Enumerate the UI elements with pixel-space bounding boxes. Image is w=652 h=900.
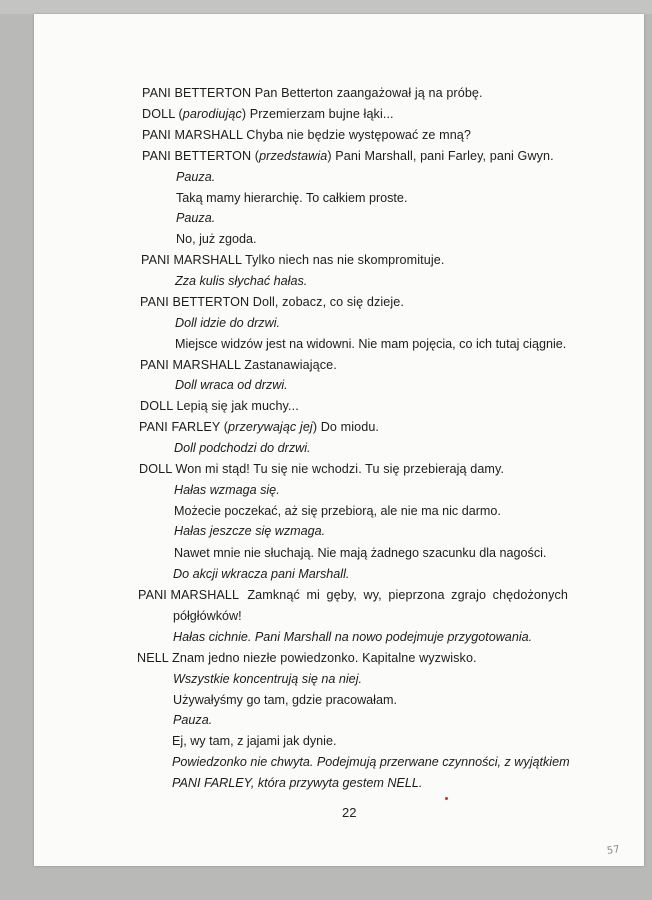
pencil-annotation: 57: [606, 844, 621, 857]
stage-direction: Do akcji wkracza pani Marshall.: [173, 567, 350, 581]
dialogue-text: Doll, zobacz, co się dzieje.: [252, 295, 404, 309]
dialogue-text: Tylko niech nas nie skompromituje.: [245, 253, 445, 267]
scanner-background: [0, 0, 652, 14]
dialogue-line: [139, 419, 379, 435]
stage-direction: Zza kulis słychać hałas.: [175, 274, 308, 288]
dialogue-text: ) Przemierzam bujne łąki...: [241, 107, 394, 121]
dialogue-line: [142, 127, 471, 143]
stage-direction: Pauza.: [176, 211, 216, 225]
stage-direction: Hałas cichnie. Pani Marshall na nowo podejmuje przygotowania.: [173, 630, 533, 644]
speaker-name: DOLL: [140, 399, 173, 413]
dialogue-text: Zastanawiające.: [244, 358, 337, 372]
dialogue-line: [141, 252, 444, 268]
dialogue-continuation: Używałyśmy go tam, gdzie pracowałam.: [173, 693, 397, 707]
dialogue-continuation: Taką mamy hierarchię. To całkiem proste.: [176, 191, 408, 205]
speaker-name: NELL: [137, 651, 169, 665]
stage-direction: Doll wraca od drzwi.: [175, 378, 288, 392]
stage-direction-inline: przerywając jej: [228, 420, 313, 434]
dialogue-text: Won mi stąd! Tu się nie wchodzi. Tu się przebierają damy.: [175, 462, 505, 476]
dialogue-line: [142, 148, 554, 164]
dialogue-text: ) Do miodu.: [312, 420, 380, 434]
speaker-name: PANI MARSHALL: [141, 253, 242, 267]
speaker-name: PANI MARSHALL: [142, 128, 243, 142]
dialogue-continuation: Miejsce widzów jest na widowni. Nie mam pojęcia, co ich tutaj ciągnie.: [175, 337, 567, 351]
stage-direction: Doll idzie do drzwi.: [175, 316, 280, 330]
dialogue-text: Lepią się jak muchy...: [176, 399, 299, 413]
dialogue-continuation: Ej, wy tam, z jajami jak dynie.: [172, 734, 337, 748]
speaker-name: PANI BETTERTON: [140, 295, 250, 309]
dialogue-text: Zamknąć mi gęby, wy, pieprzona zgrajo chędożonych: [247, 588, 568, 602]
stage-direction: Doll podchodzi do drzwi.: [174, 441, 311, 455]
paren-open: (: [223, 420, 229, 434]
stage-direction-inline: parodiując: [182, 107, 242, 121]
speaker-name: DOLL: [142, 107, 175, 121]
speaker-name: PANI FARLEY: [139, 420, 221, 434]
dialogue-continuation: Możecie poczekać, aż się przebiorą, ale nie ma nic darmo.: [174, 504, 501, 518]
dialogue-line: [140, 357, 337, 373]
stage-direction: PANI FARLEY, która przywyta gestem NELL.: [172, 776, 423, 790]
stage-direction-inline: przedstawia: [259, 149, 328, 163]
stage-direction: Powiedzonko nie chwyta. Podejmują przerwane czynności, z wyjątkiem: [172, 755, 570, 769]
dialogue-continuation: No, już zgoda.: [176, 232, 257, 246]
red-ink-dot: [445, 797, 448, 800]
paren-open: (: [254, 149, 260, 163]
dialogue-line: [140, 398, 299, 414]
dialogue-text: Pan Betterton zaangażował ją na próbę.: [254, 86, 483, 100]
dialogue-line: [142, 85, 483, 101]
dialogue-line: [139, 461, 504, 477]
dialogue-text: Znam jedno niezłe powiedzonko. Kapitalne wyzwisko.: [172, 651, 477, 665]
speaker-name: DOLL: [139, 462, 172, 476]
stage-direction: Hałas jeszcze się wzmaga.: [174, 524, 326, 538]
dialogue-line: [142, 106, 394, 122]
speaker-name: PANI BETTERTON: [142, 86, 252, 100]
page-number: 22: [342, 805, 357, 820]
paren-open: (: [178, 107, 183, 121]
speaker-name: PANI BETTERTON: [142, 149, 252, 163]
stage-direction: Hałas wzmaga się.: [174, 483, 280, 497]
dialogue-continuation: półgłówków!: [173, 609, 242, 623]
stage-direction: Pauza.: [173, 713, 213, 727]
dialogue-line: [138, 587, 568, 603]
speaker-name: PANI MARSHALL: [138, 588, 240, 602]
speaker-name: PANI MARSHALL: [140, 358, 241, 372]
dialogue-continuation: Nawet mnie nie słuchają. Nie mają żadnego szacunku dla nagości.: [174, 546, 547, 560]
dialogue-line: [140, 294, 404, 310]
stage-direction: Wszystkie koncentrują się na niej.: [173, 672, 362, 686]
dialogue-text: ) Pani Marshall, pani Farley, pani Gwyn.: [327, 149, 554, 163]
stage-direction: Pauza.: [176, 170, 216, 184]
dialogue-line: [137, 650, 477, 666]
dialogue-text: Chyba nie będzie występować ze mną?: [246, 128, 472, 142]
